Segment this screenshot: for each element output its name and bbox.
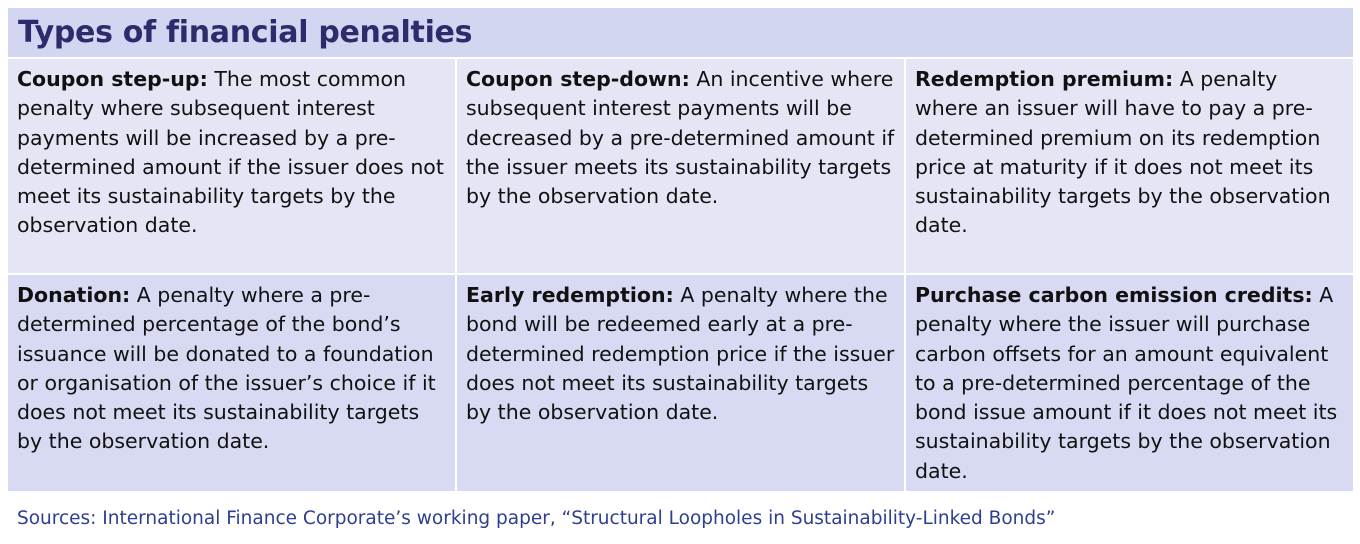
source-note: Sources: International Finance Corporate’s working paper, “Structural Loopholes in Sustainability-Linked Bonds”	[17, 508, 1056, 529]
penalty-term: Donation:	[17, 283, 131, 307]
penalty-description: An incentive where subsequent interest payments will be decreased by a pre-determined amount if the issuer meets its sustainability targets by the observation date.	[466, 67, 895, 209]
penalty-cell-redemption-premium	[906, 59, 1353, 273]
penalty-cell-purchase-carbon-credits	[906, 275, 1353, 491]
penalty-term: Coupon step-down:	[466, 67, 690, 91]
penalty-cell-coupon-step-up	[8, 59, 455, 273]
penalties-grid	[8, 59, 1353, 492]
page-title: Types of financial penalties	[18, 15, 473, 50]
penalty-cell-donation	[8, 275, 455, 491]
penalties-table	[8, 8, 1353, 492]
penalty-description: A penalty where the bond will be redeemed early at a pre-determined redemption price if the issuer does not meet its sustainability targets by the observation date.	[466, 283, 895, 425]
penalty-term: Coupon step-up:	[17, 67, 208, 91]
penalty-term: Early redemption:	[466, 283, 674, 307]
penalty-cell-coupon-step-down	[457, 59, 904, 273]
penalty-description: A penalty where an issuer will have to pay a pre-determined premium on its redemption price at maturity if it does not meet its sustainability targets by the observation date.	[915, 67, 1331, 238]
penalty-description: A penalty where a pre-determined percentage of the bond’s issuance will be donated to a foundation or organisation of the issuer’s choice if it does not meet its sustainability targets by the observation date.	[17, 283, 436, 454]
penalty-term: Redemption premium:	[915, 67, 1174, 91]
penalty-description: The most common penalty where subsequent interest payments will be increased by a pre-determined amount if the issuer does not meet its sustainability targets by the observation date.	[17, 67, 444, 238]
penalty-cell-early-redemption	[457, 275, 904, 491]
title-bar	[8, 8, 1353, 57]
penalty-term: Purchase carbon emission credits:	[915, 283, 1313, 307]
penalty-description: A penalty where the issuer will purchase carbon offsets for an amount equivalent to a pre-determined percentage of the bond issue amount if it does not meet its sustainability targets by the observation date.	[915, 283, 1338, 483]
